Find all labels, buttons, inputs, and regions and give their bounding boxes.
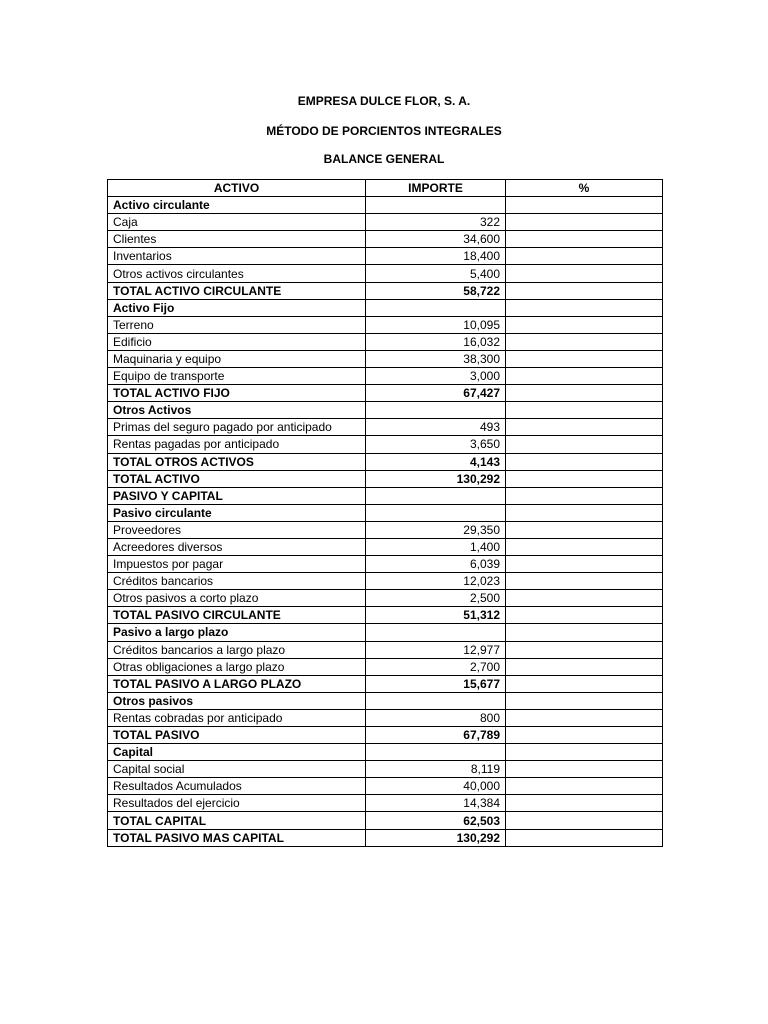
row-label: TOTAL PASIVO A LARGO PLAZO	[108, 675, 366, 692]
row-amount: 1,400	[366, 538, 506, 555]
row-amount: 67,789	[366, 727, 506, 744]
table-row	[108, 282, 663, 299]
row-label: TOTAL CAPITAL	[108, 812, 366, 829]
table-row	[108, 402, 663, 419]
row-percent	[506, 812, 663, 829]
row-label: Resultados del ejercicio	[108, 795, 366, 812]
row-label: Capital social	[108, 761, 366, 778]
row-label: TOTAL PASIVO MAS CAPITAL	[108, 829, 366, 846]
row-label: Maquinaria y equipo	[108, 350, 366, 367]
row-label: TOTAL ACTIVO CIRCULANTE	[108, 282, 366, 299]
row-label: Activo Fijo	[108, 299, 366, 316]
row-label: Terreno	[108, 316, 366, 333]
table-row	[108, 470, 663, 487]
table-row	[108, 504, 663, 521]
row-percent	[506, 829, 663, 846]
row-amount: 12,977	[366, 641, 506, 658]
row-amount: 322	[366, 214, 506, 231]
row-amount: 29,350	[366, 521, 506, 538]
row-amount: 18,400	[366, 248, 506, 265]
row-label: Impuestos por pagar	[108, 556, 366, 573]
table-header-row	[108, 180, 663, 197]
row-label: Otras obligaciones a largo plazo	[108, 658, 366, 675]
table-row	[108, 624, 663, 641]
row-amount: 6,039	[366, 556, 506, 573]
row-amount: 14,384	[366, 795, 506, 812]
row-amount: 67,427	[366, 385, 506, 402]
table-row	[108, 556, 663, 573]
table-row	[108, 453, 663, 470]
row-percent	[506, 419, 663, 436]
row-percent	[506, 436, 663, 453]
row-percent	[506, 521, 663, 538]
row-amount: 8,119	[366, 761, 506, 778]
row-label: Caja	[108, 214, 366, 231]
row-percent	[506, 487, 663, 504]
row-amount	[366, 692, 506, 709]
row-amount: 3,650	[366, 436, 506, 453]
row-amount	[366, 744, 506, 761]
row-percent	[506, 538, 663, 555]
statement-title: BALANCE GENERAL	[323, 152, 445, 166]
row-label: Pasivo circulante	[108, 504, 366, 521]
row-label: Edificio	[108, 333, 366, 350]
table-row	[108, 368, 663, 385]
row-percent	[506, 658, 663, 675]
method-title: MÉTODO DE PORCIENTOS INTEGRALES	[266, 124, 502, 138]
row-label: TOTAL PASIVO CIRCULANTE	[108, 607, 366, 624]
row-percent	[506, 470, 663, 487]
row-percent	[506, 675, 663, 692]
row-percent	[506, 795, 663, 812]
row-percent	[506, 248, 663, 265]
row-amount: 5,400	[366, 265, 506, 282]
row-label: Acreedores diversos	[108, 538, 366, 555]
table-row	[108, 675, 663, 692]
row-label: Rentas cobradas por anticipado	[108, 709, 366, 726]
row-percent	[506, 624, 663, 641]
row-percent	[506, 590, 663, 607]
row-amount	[366, 402, 506, 419]
table-row	[108, 436, 663, 453]
balance-table	[107, 179, 663, 847]
row-amount: 12,023	[366, 573, 506, 590]
row-amount	[366, 624, 506, 641]
table-row	[108, 727, 663, 744]
row-percent	[506, 368, 663, 385]
row-percent	[506, 214, 663, 231]
column-header-percent: %	[506, 180, 663, 197]
row-percent	[506, 573, 663, 590]
row-amount: 40,000	[366, 778, 506, 795]
row-amount	[366, 487, 506, 504]
row-amount: 800	[366, 709, 506, 726]
row-label: Otros pasivos a corto plazo	[108, 590, 366, 607]
table-row	[108, 419, 663, 436]
row-label: Créditos bancarios	[108, 573, 366, 590]
row-amount: 51,312	[366, 607, 506, 624]
table-row	[108, 761, 663, 778]
column-header-activo: ACTIVO	[108, 180, 366, 197]
row-label: Otros pasivos	[108, 692, 366, 709]
table-row	[108, 538, 663, 555]
table-row	[108, 350, 663, 367]
row-percent	[506, 727, 663, 744]
row-amount: 58,722	[366, 282, 506, 299]
table-row	[108, 316, 663, 333]
row-label: TOTAL ACTIVO	[108, 470, 366, 487]
row-label: Resultados Acumulados	[108, 778, 366, 795]
table-row	[108, 607, 663, 624]
row-label: Clientes	[108, 231, 366, 248]
table-row	[108, 795, 663, 812]
company-title: EMPRESA DULCE FLOR, S. A.	[297, 94, 471, 108]
table-row	[108, 709, 663, 726]
row-amount	[366, 197, 506, 214]
row-amount	[366, 504, 506, 521]
table-row	[108, 521, 663, 538]
row-percent	[506, 231, 663, 248]
column-header-importe: IMPORTE	[366, 180, 506, 197]
row-label: Activo circulante	[108, 197, 366, 214]
row-label: PASIVO Y CAPITAL	[108, 487, 366, 504]
row-label: Pasivo a largo plazo	[108, 624, 366, 641]
table-row	[108, 778, 663, 795]
row-amount: 15,677	[366, 675, 506, 692]
row-percent	[506, 402, 663, 419]
row-amount: 3,000	[366, 368, 506, 385]
table-row	[108, 812, 663, 829]
row-percent	[506, 692, 663, 709]
row-label: Rentas pagadas por anticipado	[108, 436, 366, 453]
row-percent	[506, 778, 663, 795]
table-row	[108, 333, 663, 350]
table-row	[108, 231, 663, 248]
row-percent	[506, 709, 663, 726]
table-row	[108, 744, 663, 761]
row-percent	[506, 453, 663, 470]
row-amount: 34,600	[366, 231, 506, 248]
table-row	[108, 214, 663, 231]
row-amount: 16,032	[366, 333, 506, 350]
row-amount: 38,300	[366, 350, 506, 367]
row-percent	[506, 744, 663, 761]
table-row	[108, 641, 663, 658]
row-percent	[506, 385, 663, 402]
table-row	[108, 573, 663, 590]
row-percent	[506, 299, 663, 316]
row-percent	[506, 761, 663, 778]
row-percent	[506, 556, 663, 573]
row-label: Créditos bancarios a largo plazo	[108, 641, 366, 658]
row-amount: 493	[366, 419, 506, 436]
row-percent	[506, 641, 663, 658]
row-percent	[506, 265, 663, 282]
table-row	[108, 299, 663, 316]
row-label: Capital	[108, 744, 366, 761]
row-label: Otros Activos	[108, 402, 366, 419]
row-amount	[366, 299, 506, 316]
row-amount: 10,095	[366, 316, 506, 333]
row-amount: 2,500	[366, 590, 506, 607]
row-amount: 2,700	[366, 658, 506, 675]
row-label: Primas del seguro pagado por anticipado	[108, 419, 366, 436]
table-row	[108, 692, 663, 709]
row-label: TOTAL OTROS ACTIVOS	[108, 453, 366, 470]
table-row	[108, 385, 663, 402]
table-row	[108, 590, 663, 607]
row-percent	[506, 504, 663, 521]
row-percent	[506, 607, 663, 624]
row-percent	[506, 350, 663, 367]
table-row	[108, 487, 663, 504]
row-label: TOTAL PASIVO	[108, 727, 366, 744]
table-row	[108, 197, 663, 214]
table-row	[108, 658, 663, 675]
row-label: Otros activos circulantes	[108, 265, 366, 282]
table-row	[108, 265, 663, 282]
row-percent	[506, 282, 663, 299]
table-row	[108, 829, 663, 846]
row-amount: 4,143	[366, 453, 506, 470]
row-percent	[506, 197, 663, 214]
row-label: TOTAL ACTIVO FIJO	[108, 385, 366, 402]
row-percent	[506, 333, 663, 350]
row-label: Inventarios	[108, 248, 366, 265]
row-percent	[506, 316, 663, 333]
row-label: Proveedores	[108, 521, 366, 538]
table-body	[108, 197, 663, 847]
row-label: Equipo de transporte	[108, 368, 366, 385]
row-amount: 130,292	[366, 829, 506, 846]
row-amount: 130,292	[366, 470, 506, 487]
table-row	[108, 248, 663, 265]
row-amount: 62,503	[366, 812, 506, 829]
